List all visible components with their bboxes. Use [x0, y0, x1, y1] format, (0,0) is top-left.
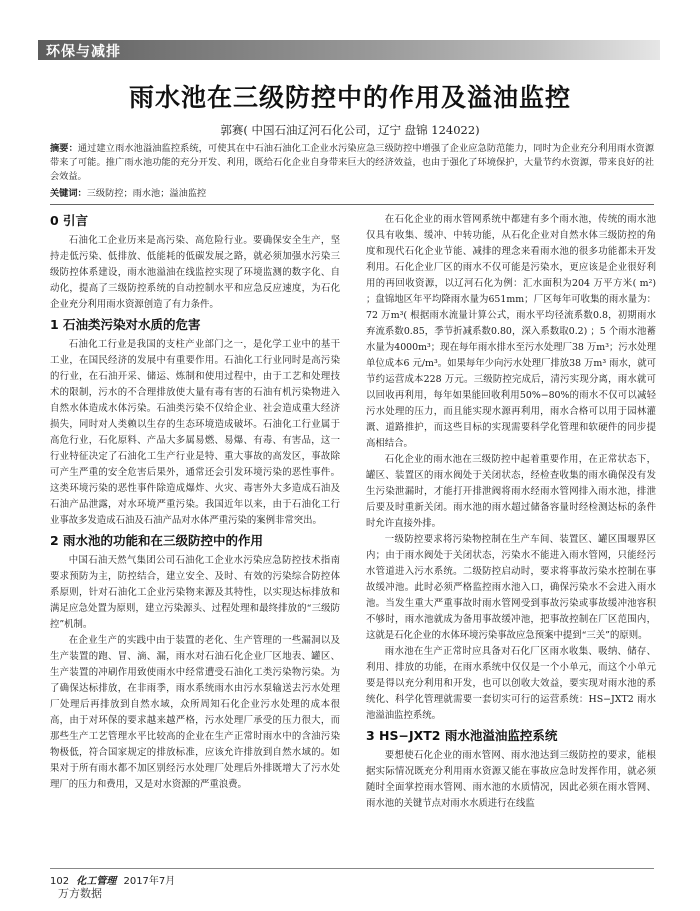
keywords — [50, 187, 654, 201]
section-label: 环保与减排 — [46, 44, 121, 60]
keywords-label: 关键词： — [50, 188, 87, 199]
section-heading-monitoring-system: 3 HS−JXT2 雨水池溢油监控系统 — [366, 728, 558, 743]
abstract-label: 摘要： — [50, 143, 78, 154]
section-banner — [38, 40, 660, 60]
footer-divider — [50, 868, 654, 869]
abstract-text: 通过建立雨水池溢油监控系统，可使其在中石油石油化工企业水污染应急三级防控中增强了企业应急防范能力，同时为企业充分利用雨水资源带来了可能。推广雨水池功能的充分开发、利用，既给石化企业自身带来巨大的经济效益，也由于强化了环境保护，大量节约水资源，带来良好的社会效益。 — [50, 143, 655, 183]
paragraph: 雨水池在生产正常时应具备对石化厂区雨水收集、吸纳、储存、利用、排放的功能，在雨水系统中仅仅是一个小单元，而这个小单元要是得以充分利用和开发，也可以创收大效益，要实现对雨水池的系统化、科学化管理就需要一套切实可行的运营系统：HS−JXT2 雨水池溢油监控系统。 — [366, 646, 656, 721]
paragraph: 石油化工行业是我国的支柱产业部门之一，是化学工业中的基干工业，在国民经济的发展中有重要作用。石油化工行业同时是高污染的行业，在石油开采、储运、炼制和使用过程中，由于工艺和处理技术的限制，污水的不合理排放使大量有毒有害的石油有机污染物进入自然水体造成水体污染。石油类污染不仅给企业、社会造成重大经济损失，同时对人类赖以生存的生态环境造成破坏。石油化工行业属于高危行业，石化原料、产品大多属易燃、易爆、有毒、有害品，这一行业特征决定了石油化工生产行业是特、重大事故的高发区，事故除可产生严重的安全危害后果外，通常还会引发环境污染的恶性事件。这类环境污染的恶性事件除造成爆炸、火灾、毒害外大多造成石油及石油产品泄露，对水环境严重污染。我国近年以来，由于石油化工行业事故多发造成石油及石油产品对水体严重污染的案例非常突出。 — [50, 339, 340, 526]
section-heading-rainwater-pool-function: 2 雨水池的功能和在三级防控中的作用 — [50, 533, 264, 548]
right-column — [366, 212, 656, 812]
source-watermark: 万方数据 — [58, 887, 102, 900]
paragraph: 在石化企业的雨水管网系统中都建有多个雨水池，传统的雨水池仅具有收集、缓冲、中转功能，从石化企业对自然水体三级防控的角度和现代石化企业节能、减排的理念来看雨水池的很多功能都未开发利用。石化企业厂区的雨水不仅可能是污染水，更应该是企业很好利用的再回收资源，以辽河石化为例：汇水面积为204 万平方米( m²) ；盘锦地区年平均降雨水量为651mm；厂区每年可收集的雨水量为：72 万m³( 根据雨水流量计算公式，雨水平均径流系数0.8，初期雨水弃流系数0.85，季节折减系数0.80，深入系数取0.2) ；5 个雨水池蓄水量为4000m³；现在每年雨水排水至污水处理厂38 万m³；污水处理单位成本6 元/m³。如果每年少向污水处理厂排放38 万m³ 雨水，就可节约运营成本228 万元。三级防控完成后，清污实现分离，雨水就可以回收再利用，每年如果能回收利用50%−80%的雨水不仅可以减轻污水处理的压力，而且能实现水源再利用，雨水合格可以用于园林灌溉、道路推护，而这些目标的实现需要科学化管理和软硬件的同步提高相结合。 — [366, 214, 656, 449]
paragraph: 一级防控要求将污染物控制在生产车间、装置区、罐区围堰界区内；由于雨水阀处于关闭状态，污染水不能进入雨水管网，只能经污水管道进入污水系统。二级防控启动时，要求将事故污染水控制在事故缓冲池。此时必须严格监控雨水池入口，确保污染水不会进入雨水池。当发生重大严重事故时雨水管网受到事故污染或事故缓冲池容积不够时，雨水池就成为备用事故缓冲池，把事故控制在厂区范围内，这就是石化企业的水体环境污染事故应急预案中提到“三关”的原则。 — [366, 534, 656, 641]
paragraph: 要想使石化企业的雨水管网、雨水池达到三级防控的要求，能根据实际情况既充分利用雨水资源又能在事故应急时发挥作用，就必须随时全面掌控雨水管网、雨水池的水质情况，因此必须在雨水管网、雨水池的关键节点对雨水水质进行在线监 — [366, 750, 656, 809]
article-title: 雨水池在三级防控中的作用及溢油监控 — [128, 83, 571, 112]
section-heading-oil-pollution: 1 石油类污染对水质的危害 — [50, 317, 201, 332]
left-column — [50, 212, 340, 793]
paragraph: 石化企业的雨水池在三级防控中起着重要作用，在正常状态下，罐区、装置区的雨水阀处于关闭状态，经检查收集的雨水确保没有发生污染泄漏时，才能打开排泄阀将雨水经雨水管网排入雨水池，排泄后要及时重新关闭。雨水池的雨水超过储备容量时经检测达标的条件时允许直接外排。 — [366, 454, 656, 529]
article-author: 郭赛( 中国石油辽河石化公司，辽宁 盘锦 124022) — [220, 123, 480, 137]
section-heading-introduction: 0 引言 — [50, 213, 89, 228]
keywords-text: 三级防控；雨水池；溢油监控 — [86, 188, 207, 199]
header-divider — [50, 204, 654, 205]
paragraph: 在企业生产的实践中由于装置的老化、生产管理的一些漏洞以及生产装置的跑、冒、滴、漏，雨水对石油石化企业厂区地表、罐区、生产装置的冲刷作用致使雨水中经常遭受石油化工类污染物污染。为了确保达标排放，在非雨季，雨水系统雨水由污水泵输送去污水处理厂处理后再排放到自然水域，众所周知石化企业污水处理的成本很高，由于对环保的要求越来越严格，污水处理厂承受的压力很大，而那些生产工艺管理水平比较高的企业在生产正常时雨水中的含油污染物极低，符合国家规定的排放标准，应该允许排放到自然水域的。如果对于所有雨水都不加区别经污水处理厂处理后外排既增大了污水处理厂的压力和费用，又是对水资源的严重浪费。 — [50, 635, 340, 790]
journal-name: 化工管理 — [76, 876, 117, 887]
journal-issue: 2017年7月 — [123, 876, 176, 887]
paragraph: 石油化工企业历来是高污染、高危险行业。要确保安全生产，坚持走低污染、低排放、低能耗的低碳发展之路，就必须加强水污染三级防控体系建设，雨水池溢油在线监控实现了环境监测的数字化、自动化，提高了三级防控系统的自动控制水平和应急反应速度，为石化企业充分利用雨水资源创造了有力条件。 — [50, 235, 340, 310]
page-number: 102 — [50, 876, 70, 887]
paragraph: 中国石油天然气集团公司石油化工企业水污染应急防控技术指南要求预防为主，防控结合，建立安全、及时、有效的污染综合防控体系原则，针对石油化工企业污染物来源及其特性，以实现达标排放和满足应急处置为原则，建立污染源头、过程处理和最终排放的“三级防控”机制。 — [50, 555, 340, 630]
abstract — [50, 142, 654, 185]
